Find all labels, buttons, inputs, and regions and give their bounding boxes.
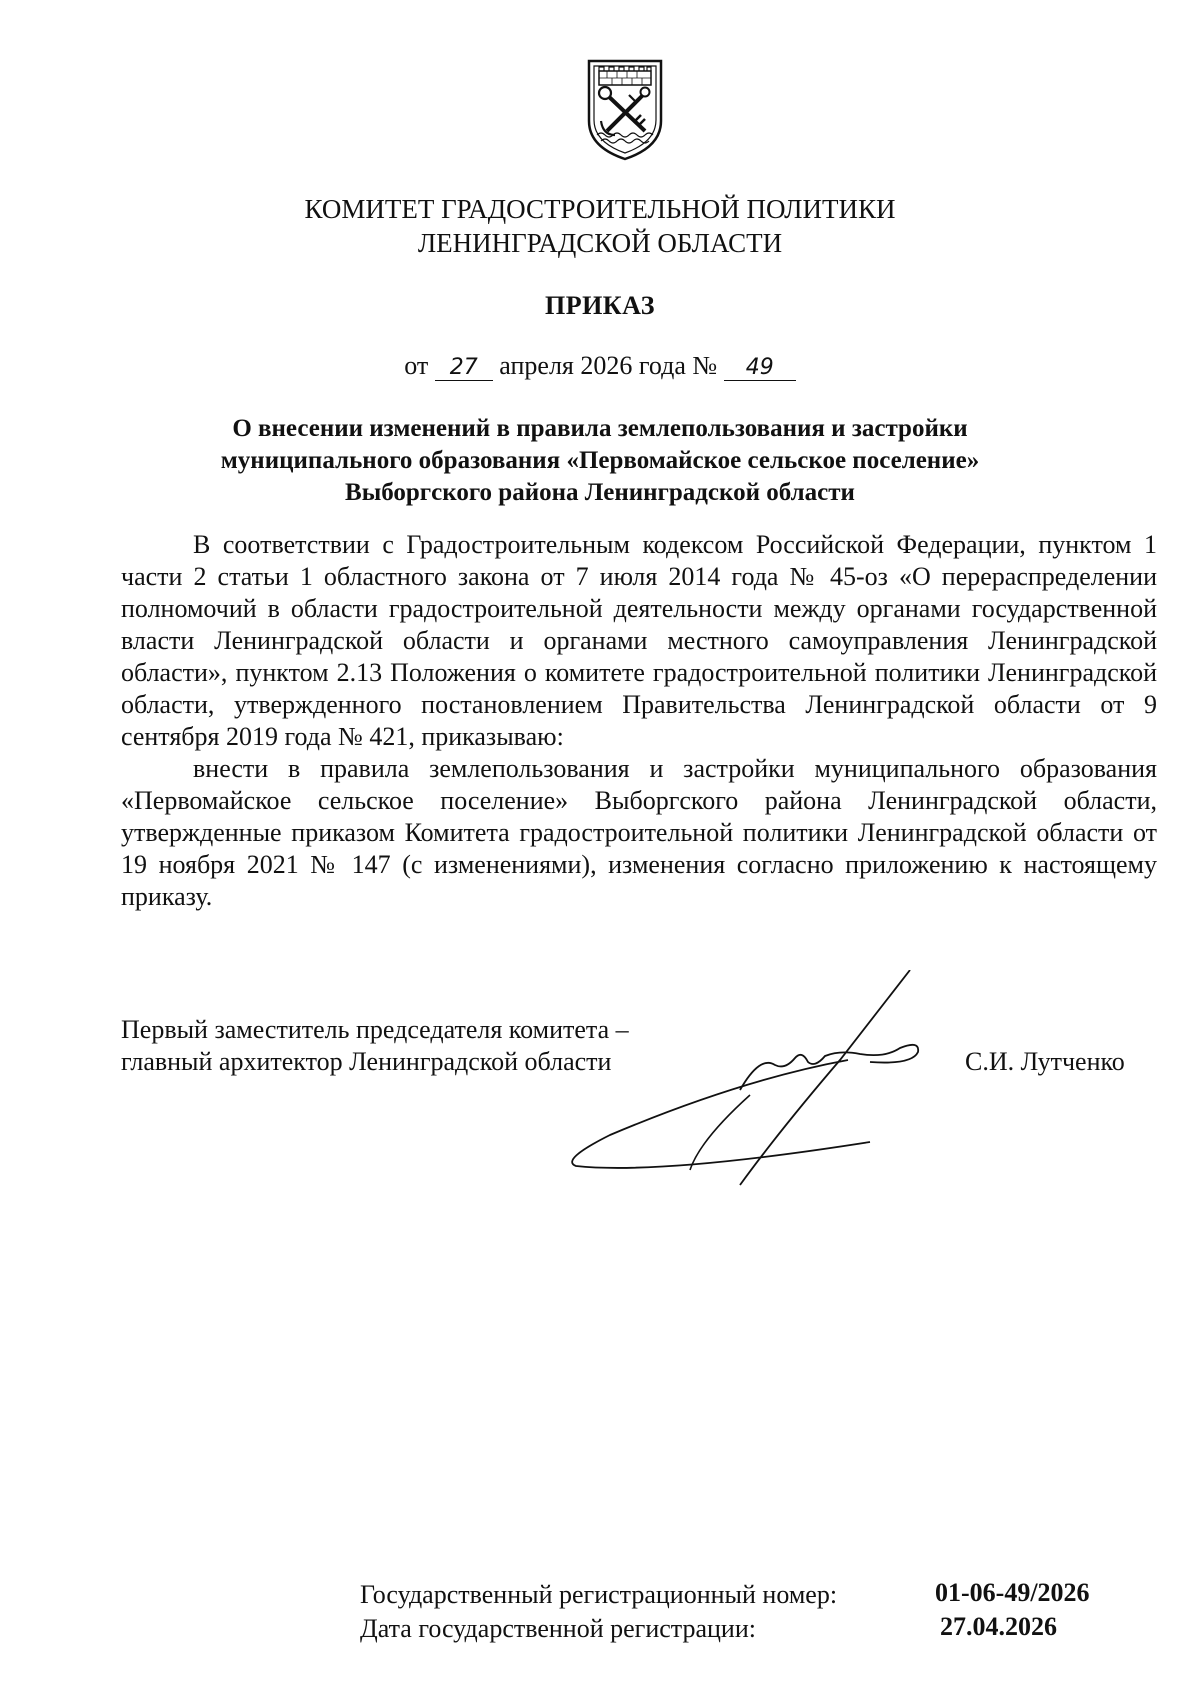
- registration-number-value: 01-06-49/2026: [935, 1578, 1090, 1607]
- registration-number-label: Государственный регистрационный номер:: [360, 1580, 838, 1609]
- title-line-3: Выборгского района Ленинградской области: [345, 479, 855, 506]
- document-type: ПРИКАЗ: [544, 291, 656, 320]
- handwritten-day: 27: [435, 356, 493, 381]
- document-date-line: [0, 349, 1200, 383]
- body-paragraph-2: внести в правила землепользования и застройки муниципального образования «Первомайское сельское поселение» Выборгского района Ленинградской области, утвержденные приказом Комитета градостроительной политики Ленинградской области от 19 ноября 2021 № 147 (с изменениями), изменения согласно приложению к настоящему приказу.: [121, 754, 1157, 911]
- date-prefix: от: [404, 351, 429, 380]
- title-line-1: О внесении изменений в правила землепользования и застройки: [232, 415, 968, 442]
- organization-name-line-2: ЛЕНИНГРАДСКОЙ ОБЛАСТИ: [417, 228, 783, 258]
- registration-date-value: 27.04.2026: [940, 1612, 1057, 1641]
- handwritten-signature-icon: [540, 970, 960, 1200]
- signatory-position-line-2: главный архитектор Ленинградской области: [121, 1047, 612, 1076]
- organization-name-line-1: КОМИТЕТ ГРАДОСТРОИТЕЛЬНОЙ ПОЛИТИКИ: [304, 194, 896, 224]
- document-body: [121, 529, 1157, 913]
- signatory-position-line-1: Первый заместитель председателя комитета –: [121, 1015, 629, 1044]
- registration-date-label: Дата государственной регистрации:: [360, 1614, 756, 1643]
- body-paragraph-1: В соответствии с Градостроительным кодексом Российской Федерации, пунктом 1 части 2 статьи 1 областного закона от 7 июля 2014 года № 45-оз «О перераспределении полномочий в области градостроительной деятельности между органами государственной власти Ленинградской области и органами местного самоуправления Ленинградской области», пунктом 2.13 Положения о комитете градостроительной политики Ленинградской области, утвержденного постановлением Правительства Ленинградской области от 9 сентября 2019 года № 421, приказываю:: [121, 530, 1157, 751]
- signatory-name: С.И. Лутченко: [965, 1047, 1125, 1076]
- title-line-2: муниципального образования «Первомайское сельское поселение»: [220, 447, 980, 474]
- coat-of-arms-icon: [585, 55, 665, 163]
- date-middle: апреля 2026 года №: [499, 351, 718, 380]
- handwritten-number: 49: [724, 356, 796, 381]
- document-title: [0, 413, 1200, 509]
